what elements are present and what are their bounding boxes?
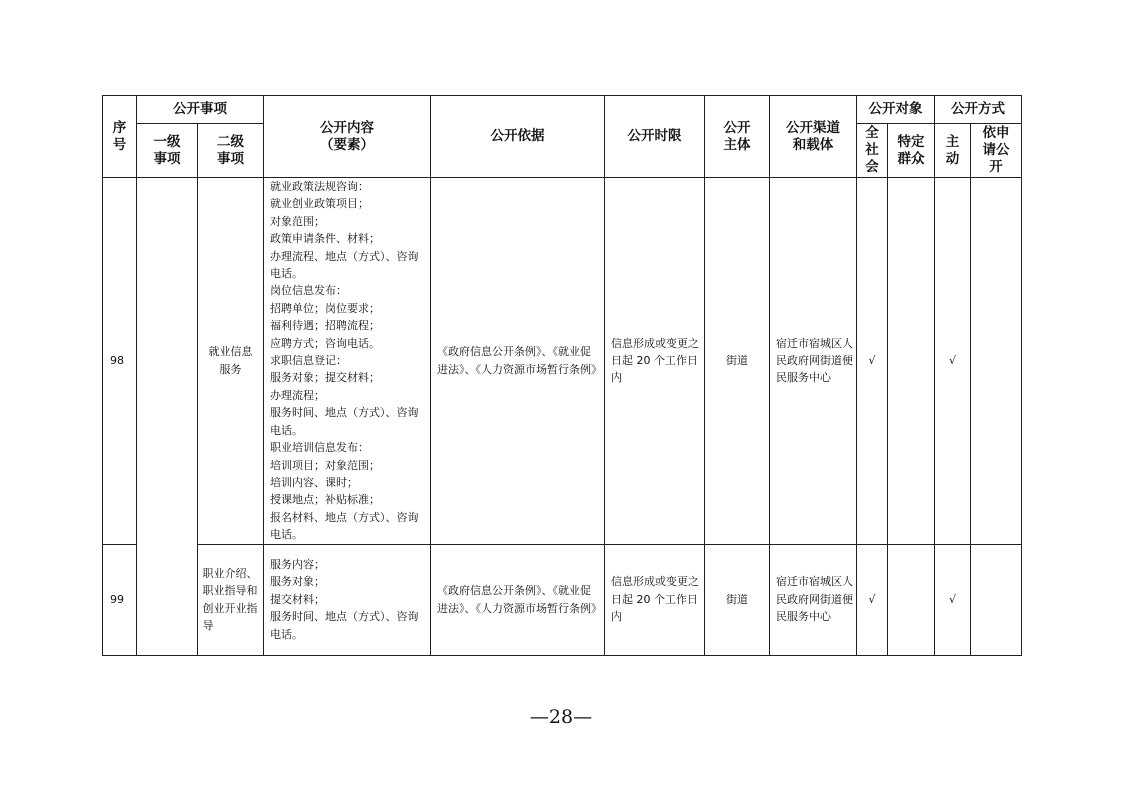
row-target-all: √ bbox=[857, 178, 888, 545]
row-level2: 职业介绍、职业指导和创业开业指导 bbox=[198, 544, 264, 655]
row-method-active: √ bbox=[935, 178, 971, 545]
header-method-active: 主动 bbox=[935, 124, 971, 178]
header-level2: 二级事项 bbox=[198, 124, 264, 178]
row-method-apply bbox=[971, 178, 1022, 545]
row-level1 bbox=[137, 178, 198, 656]
row-method-apply bbox=[971, 544, 1022, 655]
header-item-group: 公开事项 bbox=[137, 96, 264, 124]
row-channel: 宿迁市宿城区人民政府网街道便民服务中心 bbox=[770, 178, 857, 545]
row-level2: 就业信息服务 bbox=[198, 178, 264, 545]
disclosure-table bbox=[102, 95, 1022, 656]
row-basis: 《政府信息公开条例》、《就业促进法》、《人力资源市场暂行条例》 bbox=[431, 178, 605, 545]
header-level1: 一级事项 bbox=[137, 124, 198, 178]
row-target-all: √ bbox=[857, 544, 888, 655]
header-seq: 序号 bbox=[103, 96, 137, 178]
header-content bbox=[264, 96, 431, 178]
page-number: —28— bbox=[529, 706, 593, 728]
header-target-all: 全社会 bbox=[857, 124, 888, 178]
row-subject: 街道 bbox=[705, 178, 770, 545]
row-time-limit: 信息形成或变更之日起 20 个工作日内 bbox=[605, 178, 705, 545]
row-time-limit: 信息形成或变更之日起 20 个工作日内 bbox=[605, 544, 705, 655]
header-content-line2: （要素） bbox=[320, 136, 374, 153]
header-basis: 公开依据 bbox=[431, 96, 605, 178]
row-basis: 《政府信息公开条例》、《就业促进法》、《人力资源市场暂行条例》 bbox=[431, 544, 605, 655]
row-channel: 宿迁市宿城区人民政府网街道便民服务中心 bbox=[770, 544, 857, 655]
row-target-specific bbox=[888, 544, 935, 655]
header-target-group: 公开对象 bbox=[857, 96, 935, 124]
row-target-specific bbox=[888, 178, 935, 545]
row-content: 就业政策法规咨询： 就业创业政策项目； 对象范围； 政策申请条件、材料； 办理流程、地点（方式）、咨询电话。 岗位信息发布： 招聘单位；岗位要求； 福利待遇；招聘流程； 应聘方式；咨询电话。 求职信息登记： 服务对象；提交材料； 办理流程； 服务时间、地点（方式）、咨询电话。 职业培训信息发布： 培训项目；对象范围； 培训内容、课时； 授课地点；补贴标准； 报名材料、地点（方式）、咨询电话。 bbox=[264, 178, 431, 545]
header-channel: 公开渠道和载体 bbox=[770, 96, 857, 178]
header-row-1 bbox=[103, 96, 1022, 124]
row-subject: 街道 bbox=[705, 544, 770, 655]
table-row bbox=[103, 178, 1022, 545]
header-time-limit: 公开时限 bbox=[605, 96, 705, 178]
table-row bbox=[103, 544, 1022, 655]
header-method-group: 公开方式 bbox=[935, 96, 1022, 124]
header-content-line1: 公开内容 bbox=[320, 119, 374, 136]
header-method-apply: 依申请公开 bbox=[971, 124, 1022, 178]
row-seq: 98 bbox=[103, 178, 137, 545]
header-target-specific: 特定群众 bbox=[888, 124, 935, 178]
row-content: 服务内容； 服务对象； 提交材料； 服务时间、地点（方式）、咨询电话。 bbox=[264, 544, 431, 655]
header-subject: 公开主体 bbox=[705, 96, 770, 178]
row-seq: 99 bbox=[103, 544, 137, 655]
row-method-active: √ bbox=[935, 544, 971, 655]
